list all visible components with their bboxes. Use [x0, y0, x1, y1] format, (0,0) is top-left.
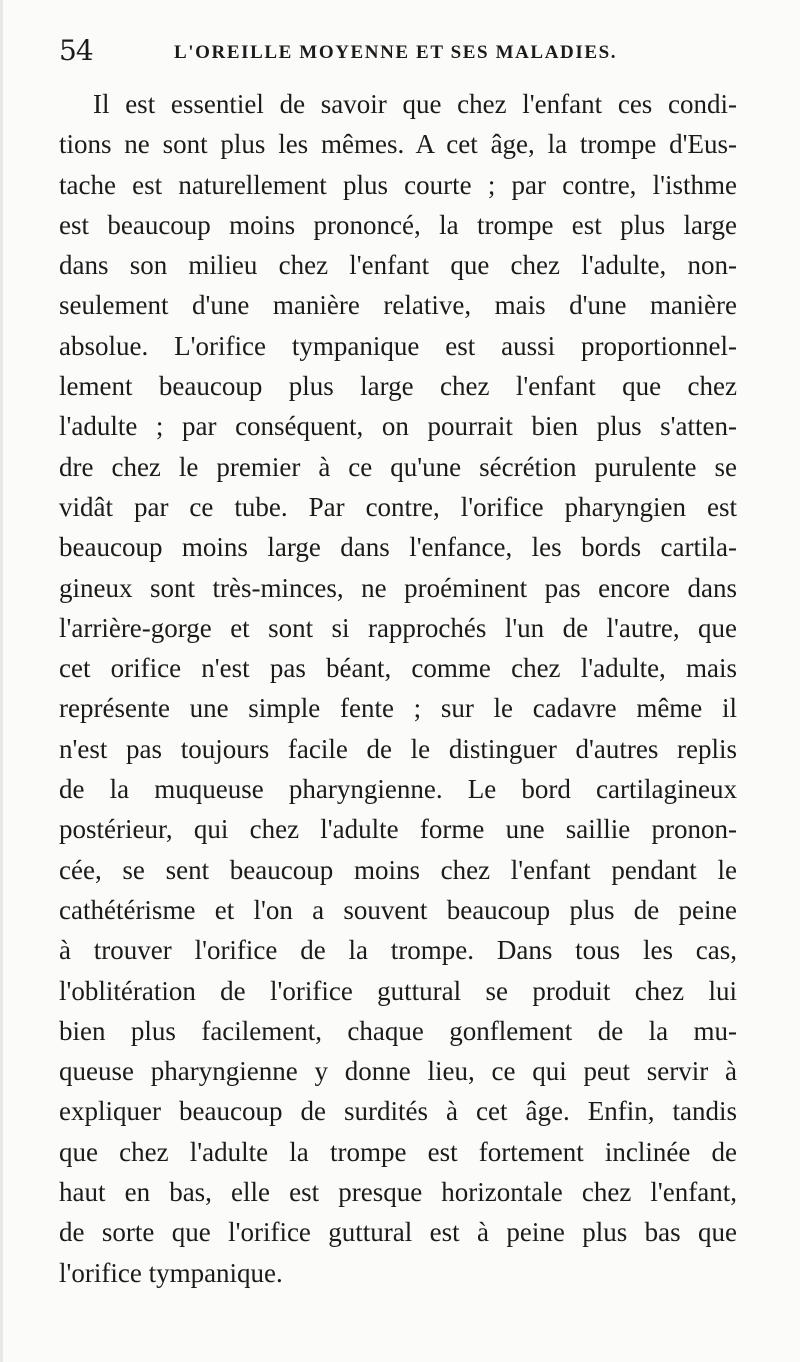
body-paragraph [59, 84, 737, 1293]
text-line: de la muqueuse pharyngienne. Le bord cartilagineux [59, 774, 737, 805]
text-line: dre chez le premier à ce qu'une sécrétion purulente se [59, 451, 737, 482]
page-header [59, 34, 760, 74]
text-line: bien plus facilement, chaque gonflement de la mu- [59, 1015, 737, 1046]
text-line: queuse pharyngienne y donne lieu, ce qui peut servir à [59, 1056, 737, 1087]
text-line: que chez l'adulte la trompe est fortement inclinée de [59, 1136, 737, 1167]
text-line: représente une simple fente ; sur le cadavre même il [59, 693, 737, 724]
text-line: gineux sont très-minces, ne proéminent pas encore dans [59, 572, 737, 603]
text-line: est beaucoup moins prononcé, la trompe est plus large [59, 209, 737, 240]
text-line: tions ne sont plus les mêmes. A cet âge, la trompe d'Eus- [59, 129, 737, 160]
page-number: 54 [59, 34, 93, 67]
text-line: l'arrière-gorge et sont si rapprochés l'un de l'autre, que [59, 612, 737, 643]
text-line: vidât par ce tube. Par contre, l'orifice pharyngien est [59, 491, 737, 522]
text-line: haut en bas, elle est presque horizontale chez l'enfant, [59, 1177, 737, 1208]
text-line: l'adulte ; par conséquent, on pourrait bien plus s'atten- [59, 411, 737, 442]
text-line: de sorte que l'orifice guttural est à peine plus bas que [59, 1217, 737, 1248]
text-line: cet orifice n'est pas béant, comme chez l'adulte, mais [59, 653, 737, 684]
running-head: L'OREILLE MOYENNE ET SES MALADIES. [174, 42, 618, 63]
text-line: l'oblitération de l'orifice guttural se produit chez lui [59, 975, 737, 1006]
text-line: à trouver l'orifice de la trompe. Dans tous les cas, [59, 935, 737, 966]
text-line: absolue. L'orifice tympanique est aussi proportionnel- [59, 330, 737, 361]
text-line: cathétérisme et l'on a souvent beaucoup plus de peine [59, 894, 737, 925]
text-line: beaucoup moins large dans l'enfance, les bords cartila- [59, 532, 737, 563]
text-line: l'orifice tympanique. [59, 1257, 283, 1288]
text-line: tache est naturellement plus courte ; par contre, l'isthme [59, 169, 737, 200]
text-line: Il est essentiel de savoir que chez l'enfant ces condi- [93, 89, 737, 119]
text-line: n'est pas toujours facile de le distinguer d'autres replis [59, 733, 737, 764]
text-line: lement beaucoup plus large chez l'enfant que chez [59, 371, 737, 402]
text-line: postérieur, qui chez l'adulte forme une saillie pronon- [59, 814, 737, 845]
text-line: seulement d'une manière relative, mais d'une manière [59, 290, 737, 321]
text-line: cée, se sent beaucoup moins chez l'enfant pendant le [59, 854, 737, 885]
text-line: dans son milieu chez l'enfant que chez l'adulte, non- [59, 250, 737, 281]
text-line: expliquer beaucoup de surdités à cet âge. Enfin, tandis [59, 1096, 737, 1127]
